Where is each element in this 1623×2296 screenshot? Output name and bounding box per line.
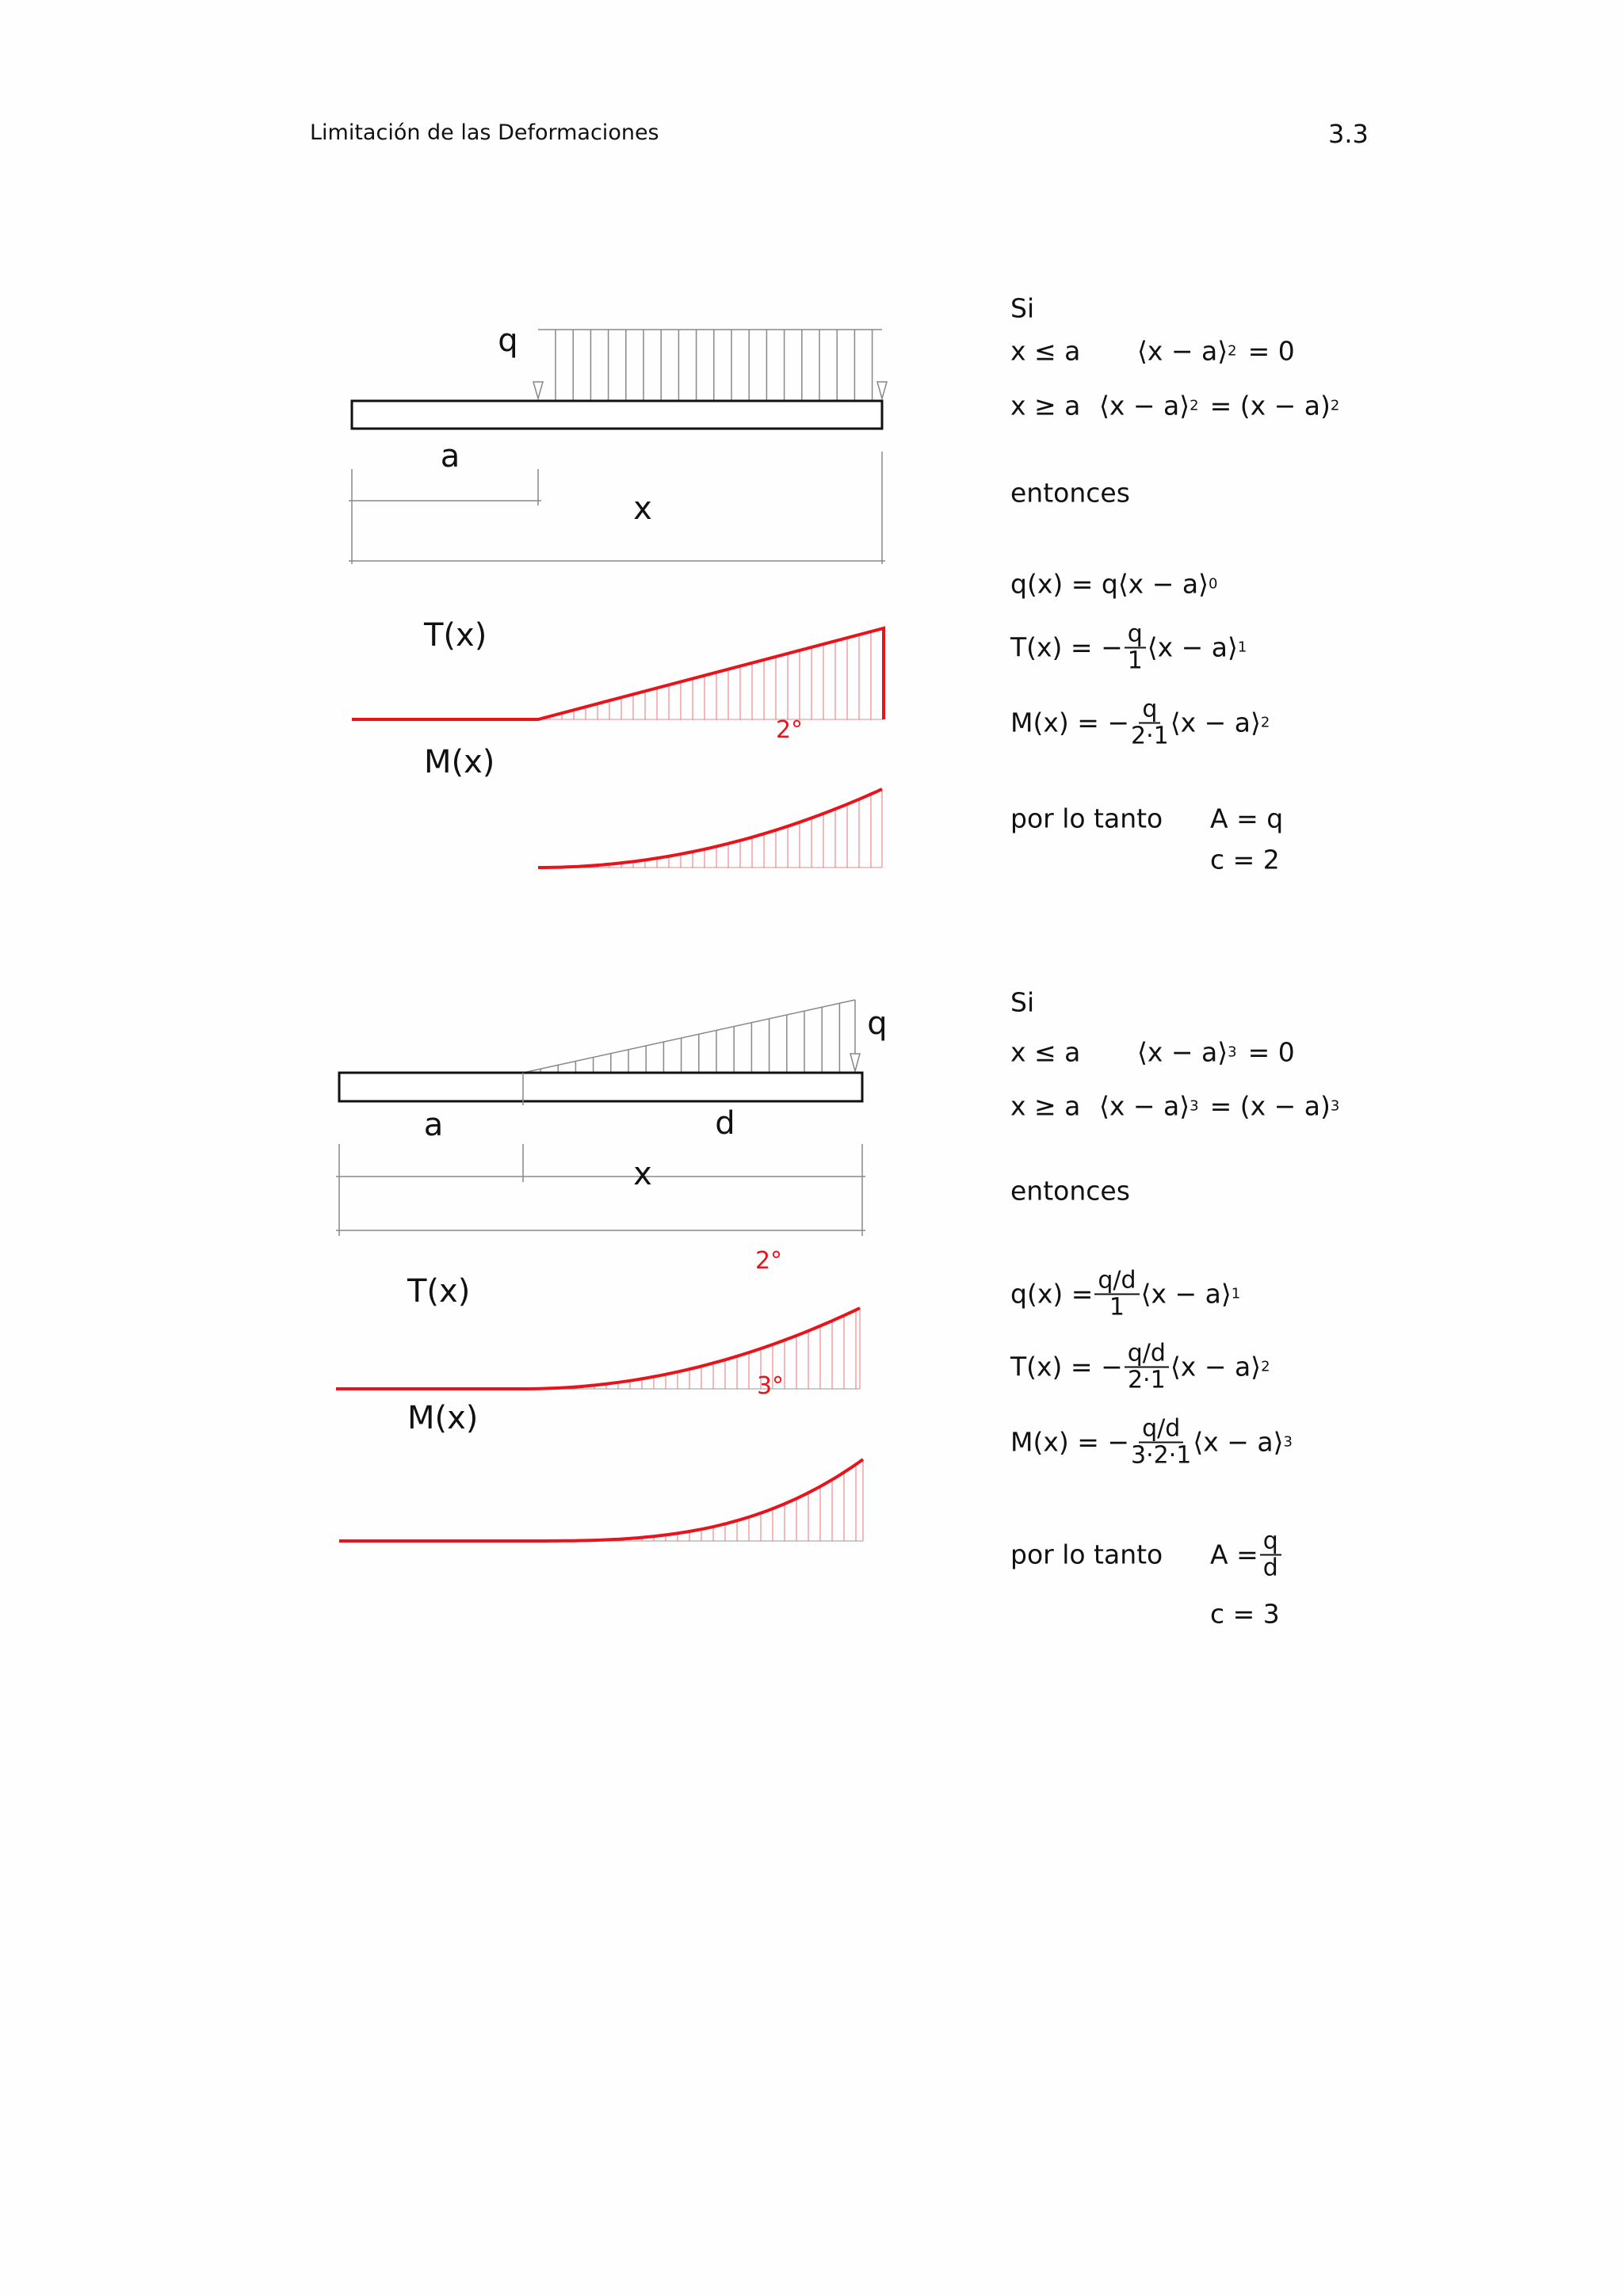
running-header-title: Limitación de las Deformaciones <box>310 120 659 145</box>
equation-lhs: T(x) = − <box>1010 631 1123 663</box>
macaulay-bracket: ⟨x − a⟩ <box>1137 1036 1228 1068</box>
equation-lhs: M(x) = − <box>1010 707 1130 738</box>
conclusion-2 <box>1010 1529 1283 1581</box>
denominator: 1 <box>1127 646 1143 674</box>
constant-A: A = <box>1210 1539 1258 1570</box>
equation-lhs: T(x) = − <box>1010 1351 1123 1383</box>
si-label <box>1010 292 1035 324</box>
condition-text: x ≤ a <box>1010 1036 1081 1068</box>
entonces-label <box>1010 1175 1130 1207</box>
moment-diagram-2 <box>339 1459 863 1541</box>
load-label: q <box>498 322 518 359</box>
shear-label: T(x) <box>424 617 487 654</box>
macaulay-bracket: ⟨x − a⟩ <box>1117 568 1209 600</box>
equation-lhs: M(x) = − <box>1010 1426 1130 1458</box>
macaulay-bracket: ⟨x − a⟩ <box>1099 390 1190 421</box>
beam-1 <box>352 401 882 429</box>
numerator: q <box>1139 697 1160 724</box>
si-label <box>1010 986 1035 1018</box>
equation-moment: M(x) = − $\frac{q/d}{3\cdot 2\cdot 1}$ ⟨x − a⟩ 3 <box>1010 1414 1293 1469</box>
constant-c-text: c = 3 <box>1210 1598 1280 1630</box>
equation-rhs: = (x − a) <box>1209 390 1331 421</box>
macaulay-bracket: ⟨x − a⟩ <box>1137 335 1228 367</box>
fraction <box>1125 1341 1169 1393</box>
denominator: 2·1 <box>1127 1366 1166 1394</box>
load-arrow-icon <box>877 382 887 399</box>
fraction <box>1094 1268 1139 1320</box>
entonces-text: entonces <box>1010 1175 1130 1207</box>
dimension-x-label: x <box>633 1156 652 1192</box>
dimension-lines-1 <box>349 452 885 564</box>
fraction <box>1131 1414 1192 1469</box>
constant-A: A = q <box>1210 803 1284 834</box>
equation-shear: T(x) = − $\frac{q}{1}$ ⟨x − a⟩ 1 <box>1010 620 1247 674</box>
conclusion-1 <box>1010 803 1284 834</box>
dimension-d-label: d <box>715 1105 735 1142</box>
constant-c-text: c = 2 <box>1210 844 1280 875</box>
condition-text: x ≥ a <box>1010 390 1081 421</box>
moment-degree-label: 2° <box>775 716 804 744</box>
condition-le: x ≤ a ⟨x − a⟩ 3 = 0 <box>1010 1036 1295 1068</box>
denominator: 1 <box>1109 1293 1125 1321</box>
equation-lhs: q(x) = <box>1010 1278 1094 1310</box>
dimension-a-label: a <box>423 1107 444 1143</box>
equation-rhs: = 0 <box>1247 335 1295 367</box>
numerator: q/d <box>1094 1268 1139 1295</box>
constant-c <box>1210 844 1280 875</box>
fraction <box>1125 622 1146 673</box>
equation-shear: T(x) = − $\frac{q/d}{2\cdot 1}$ ⟨x − a⟩ 2 <box>1010 1339 1270 1394</box>
dimension-a-label: a <box>440 438 460 475</box>
dimension-x-label: x <box>633 490 652 527</box>
equation-moment: M(x) = − $\frac{q}{2\cdot 1}$ ⟨x − a⟩ 2 <box>1010 695 1270 749</box>
load-label: q <box>867 1005 888 1042</box>
macaulay-bracket: ⟨x − a⟩ <box>1170 1351 1262 1383</box>
dimension-lines-2 <box>336 1144 865 1236</box>
uniform-load <box>533 330 887 401</box>
macaulay-bracket: ⟨x − a⟩ <box>1170 707 1261 738</box>
numerator: q <box>1260 1529 1281 1556</box>
macaulay-bracket: ⟨x − a⟩ <box>1193 1426 1284 1458</box>
equation-rhs: = (x − a) <box>1209 1090 1331 1122</box>
conclusion-label: por lo tanto <box>1010 803 1163 834</box>
numerator: q/d <box>1139 1417 1183 1444</box>
shear-label: T(x) <box>407 1273 471 1310</box>
condition-ge: x ≥ a ⟨x − a⟩ 3 = (x − a) 3 <box>1010 1090 1340 1122</box>
shear-degree-label: 2° <box>754 1247 783 1275</box>
condition-text: x ≥ a <box>1010 1090 1081 1122</box>
macaulay-bracket: ⟨x − a⟩ <box>1140 1278 1232 1310</box>
triangular-load <box>523 1000 860 1073</box>
fraction <box>1131 697 1169 749</box>
moment-label: M(x) <box>424 744 495 780</box>
constant-c <box>1210 1598 1280 1630</box>
condition-le: x ≤ a ⟨x − a⟩ 2 = 0 <box>1010 335 1295 367</box>
beam-2 <box>339 1073 862 1101</box>
moment-diagram-1 <box>538 789 882 868</box>
load-arrow-icon <box>533 382 543 399</box>
equation-lhs: q(x) = q <box>1010 568 1118 600</box>
numerator: q <box>1125 622 1146 649</box>
macaulay-bracket: ⟨x − a⟩ <box>1147 631 1238 663</box>
equation-load: q(x) = $\frac{q/d}{1}$ ⟨x − a⟩ 1 <box>1010 1266 1241 1321</box>
moment-label: M(x) <box>407 1400 479 1436</box>
denominator: 2·1 <box>1131 722 1169 749</box>
numerator: q/d <box>1125 1341 1169 1368</box>
equation-rhs: = 0 <box>1247 1036 1295 1068</box>
si-text: Si <box>1010 986 1035 1018</box>
macaulay-bracket: ⟨x − a⟩ <box>1099 1090 1190 1122</box>
denominator: 3·2·1 <box>1131 1441 1192 1469</box>
moment-degree-label: 3° <box>756 1372 785 1400</box>
denominator: d <box>1262 1554 1278 1581</box>
entonces-text: entonces <box>1010 477 1130 509</box>
fraction <box>1260 1529 1281 1581</box>
conclusion-label: por lo tanto <box>1010 1539 1163 1570</box>
condition-text: x ≤ a <box>1010 335 1081 367</box>
equation-load: q(x) = q ⟨x − a⟩ 0 <box>1010 568 1218 600</box>
condition-ge: x ≥ a ⟨x − a⟩ 2 = (x − a) 2 <box>1010 390 1340 421</box>
page-number: 3.3 <box>1328 119 1369 149</box>
entonces-label <box>1010 477 1130 509</box>
load-arrow-icon <box>850 1054 860 1071</box>
si-text: Si <box>1010 292 1035 324</box>
